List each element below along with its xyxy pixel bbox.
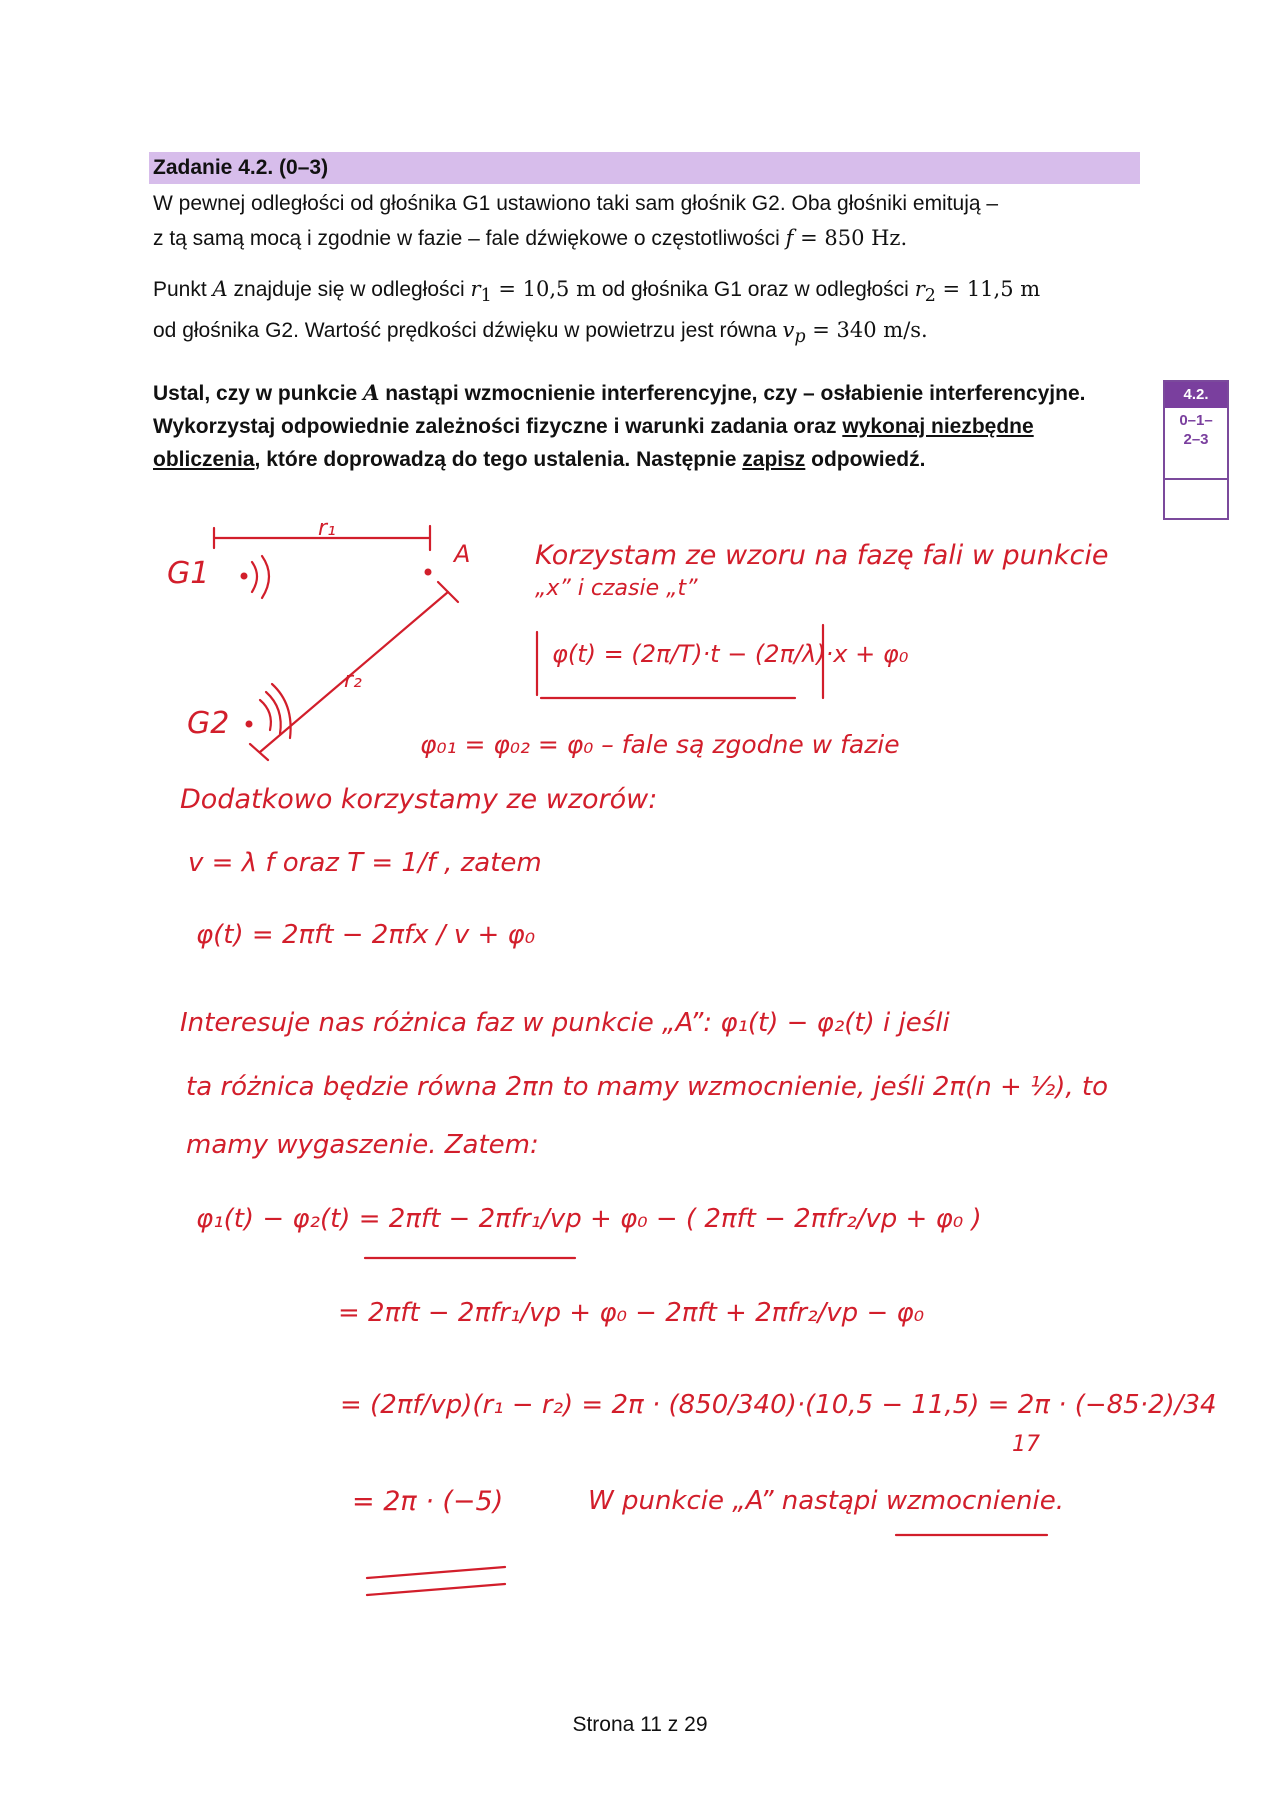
hw-answer: W punkcie „A” nastąpi wzmocnienie. bbox=[588, 1486, 1064, 1516]
result-underline-2 bbox=[367, 1584, 505, 1595]
g1-speaker-dot bbox=[241, 573, 248, 580]
hw-eq-3: = (2πf/vp)(r₁ − r₂) = 2π · (850/340)·(10,5 − 11,5) = 2π · (−85·2)/34 bbox=[340, 1390, 1217, 1420]
a-label: A bbox=[454, 540, 471, 568]
data-line-1: Punkt A znajduje się w odległości $r_1 = 10,5$ m od głośnika G1 oraz w odległości $r_2 = 11,5$ m bbox=[153, 277, 1041, 307]
hw-interest-3: mamy wygaszenie. Zatem: bbox=[186, 1130, 539, 1160]
hw-interest-1: Interesuje nas różnica faz w punkcie „A”: φ₁(t) − φ₂(t) i jeśli bbox=[180, 1008, 950, 1038]
hw-eq-2: = 2πft − 2πfr₁/vp + φ₀ − 2πft + 2πfr₂/vp − φ₀ bbox=[338, 1298, 925, 1328]
score-points: 0–1– 2–3 bbox=[1165, 408, 1227, 480]
task-header: Zadanie 4.2. (0–3) bbox=[149, 152, 1140, 184]
hw-v-formula: v = λ f oraz T = 1/f , zatem bbox=[188, 848, 542, 878]
score-label: 4.2. bbox=[1165, 382, 1227, 408]
speaker-diagram bbox=[0, 520, 1280, 1600]
task-intro-paragraph bbox=[153, 187, 1143, 256]
g2-wave-1 bbox=[260, 700, 271, 730]
hw-phi-formula: φ(t) = 2πft − 2πfx / v + φ₀ bbox=[196, 920, 536, 950]
task-data-paragraph bbox=[153, 272, 1143, 354]
g1-wave-1 bbox=[252, 562, 257, 592]
r1-label: r₁ bbox=[318, 516, 336, 541]
hw-additional: Dodatkowo korzystamy ze wzorów: bbox=[180, 784, 658, 815]
hw-eq-1: φ₁(t) − φ₂(t) = 2πft − 2πfr₁/vp + φ₀ − ( 2πft − 2πfr₂/vp + φ₀ ) bbox=[196, 1204, 982, 1234]
point-a-dot bbox=[425, 569, 432, 576]
intro-line-1: W pewnej odległości od głośnika G1 ustawiono taki sam głośnik G2. Oba głośniki emitują – bbox=[153, 192, 999, 215]
hw-box-formula: φ(t) = (2π/T)·t − (2π/λ)·x + φ₀ bbox=[552, 640, 909, 668]
hw-line-2: „x” i czasie „t” bbox=[535, 576, 698, 601]
hw-eq-3-note: 17 bbox=[1012, 1432, 1040, 1457]
g1-wave-2 bbox=[262, 556, 269, 598]
intro-line-2: z tą samą mocą i zgodnie w fazie – fale dźwiękowe o częstotliwości f = 850 Hz. bbox=[153, 226, 908, 250]
score-box bbox=[1163, 380, 1229, 520]
r2-label: r₂ bbox=[344, 668, 362, 693]
g1-label: G1 bbox=[167, 556, 210, 591]
hw-eq-4: = 2π · (−5) bbox=[352, 1486, 504, 1517]
data-line-2: od głośnika G2. Wartość prędkości dźwięku w powietrzu jest równa $v_p = 340$ m/s. bbox=[153, 318, 928, 348]
page-footer: Strona 11 z 29 bbox=[572, 1713, 708, 1736]
hw-phase-eq: φ₀₁ = φ₀₂ = φ₀ – fale są zgodne w fazie bbox=[420, 730, 900, 759]
task-instruction: Ustal, czy w punkcie A nastąpi wzmocnienie interferencyjne, czy – osłabienie interferencyjne. Wykorzystaj odpowiednie zależności fizyczne i warunki zadania oraz wykonaj niezbędne obliczenia, które doprowadzą do tego ustalenia. Następnie zapisz odpowiedź. bbox=[153, 380, 1086, 471]
hw-line-1: Korzystam ze wzoru na fazę fali w punkcie bbox=[535, 540, 1109, 571]
g2-label: G2 bbox=[187, 706, 230, 741]
hw-interest-2: ta różnica będzie równa 2πn to mamy wzmocnienie, jeśli 2π(n + ½), to bbox=[186, 1072, 1108, 1102]
g2-speaker-dot bbox=[246, 721, 253, 728]
result-underline-1 bbox=[367, 1567, 505, 1578]
